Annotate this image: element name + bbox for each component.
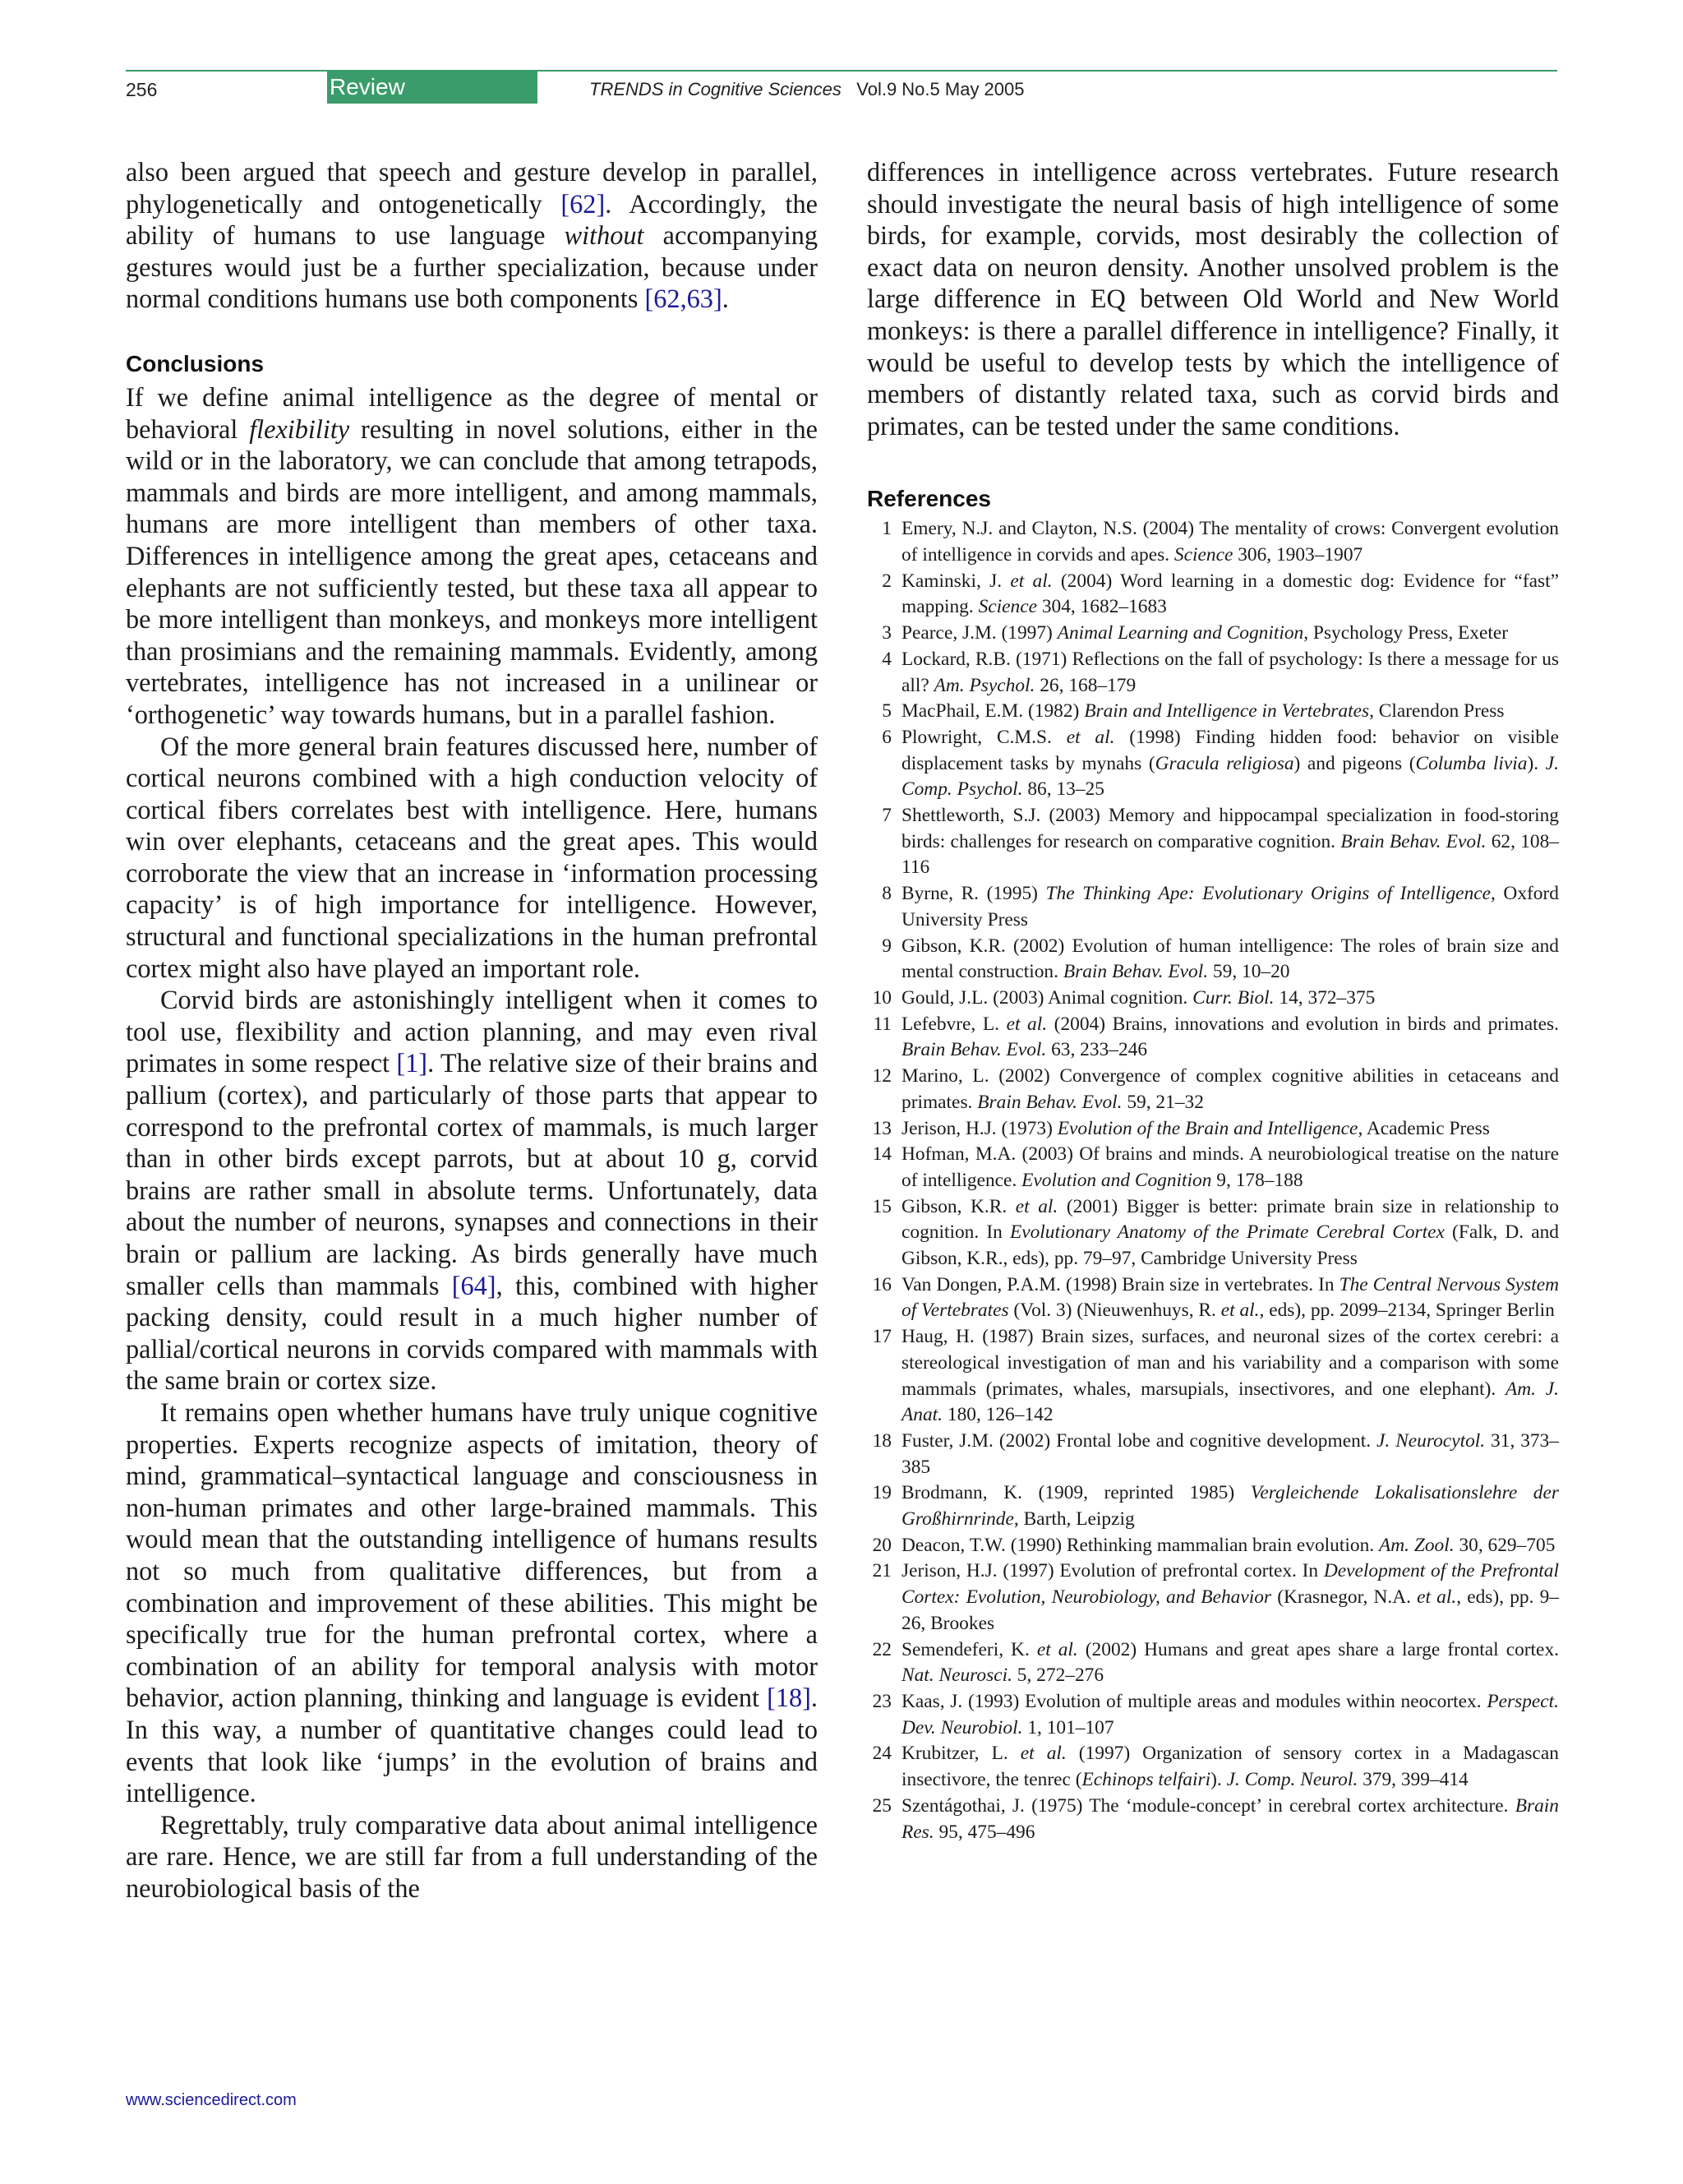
reference-item: 13 Jerison, H.J. (1973) Evolution of the Brain and Intelligence, Academic Press (867, 1116, 1559, 1143)
reference-number: 15 (872, 1195, 892, 1217)
reference-number: 9 (882, 935, 892, 957)
reference-number: 5 (882, 700, 892, 723)
reference-item: 19 Brodmann, K. (1909, reprinted 1985) Vergleichende Lokalisationslehre der Großhirnrinde, Barth, Leipzig (867, 1480, 1559, 1532)
reference-item: 5 MacPhail, E.M. (1982) Brain and Intelligence in Vertebrates, Clarendon Press (867, 699, 1559, 725)
reference-number: 1 (882, 518, 892, 540)
reference-item: 9 Gibson, K.R. (2002) Evolution of human intelligence: The roles of brain size and mental construction. Brain Behav. Evol. 59, 10–20 (867, 934, 1559, 986)
citation-link[interactable]: [62,63] (644, 284, 722, 314)
reference-number: 24 (872, 1743, 892, 1765)
paragraph-unique-cognition: It remains open whether humans have truly unique cognitive properties. Experts recognize aspects of imitation, theory of mind, grammatical–syntactical language and consciousness in non-human primates and other large-brained mammals. This would mean that the outstanding intelligence of humans results not so much from qualitative differences, but from a combination and improvement of these abilities. This might be specifically true for the human prefrontal cortex, where a combination of an ability for temporal analysis with motor behavior, action planning, thinking and language is evident [18]. In this way, a number of quantitative changes could lead to events that look like ‘jumps’ in the evolution of brains and intelligence. (126, 1397, 818, 1808)
footer-url[interactable]: www.sciencedirect.com (126, 2091, 297, 2109)
citation-link[interactable]: [18] (767, 1683, 811, 1713)
reference-item: 24 Krubitzer, L. et al. (1997) Organization of sensory cortex in a Madagascan insectivore, the tenrec (Echinops telfairi). J. Comp. Neurol. 379, 399–414 (867, 1741, 1559, 1793)
reference-item: 23 Kaas, J. (1993) Evolution of multiple areas and modules within neocortex. Perspect. Dev. Neurobiol. 1, 101–107 (867, 1689, 1559, 1741)
reference-item: 14 Hofman, M.A. (2003) Of brains and minds. A neurobiological treatise on the nature of intelligence. Evolution and Cognition 9, 178–188 (867, 1142, 1559, 1194)
reference-item: 1 Emery, N.J. and Clayton, N.S. (2004) The mentality of crows: Convergent evolution of intelligence in corvids and apes. Science 306, 1903–1907 (867, 516, 1559, 568)
reference-list (867, 516, 1559, 1845)
reference-item: 8 Byrne, R. (1995) The Thinking Ape: Evolutionary Origins of Intelligence, Oxford University Press (867, 881, 1559, 933)
reference-number: 11 (873, 1013, 892, 1035)
reference-number: 10 (872, 987, 892, 1009)
reference-number: 12 (872, 1065, 892, 1087)
reference-number: 6 (882, 726, 892, 748)
section-badge: Review (327, 72, 537, 104)
reference-item: 3 Pearce, J.M. (1997) Animal Learning and Cognition, Psychology Press, Exeter (867, 621, 1559, 647)
reference-item: 12 Marino, L. (2002) Convergence of complex cognitive abilities in cetaceans and primates. Brain Behav. Evol. 59, 21–32 (867, 1064, 1559, 1115)
reference-item: 7 Shettleworth, S.J. (2003) Memory and hippocampal specialization in food-storing birds: challenges for research on comparative cognition. Brain Behav. Evol. 62, 108–116 (867, 803, 1559, 881)
reference-number: 13 (872, 1117, 892, 1139)
reference-number: 3 (882, 622, 892, 644)
reference-item: 11 Lefebvre, L. et al. (2004) Brains, innovations and evolution in birds and primates. Brain Behav. Evol. 63, 233–246 (867, 1012, 1559, 1064)
paragraph-intelligence-definition: If we define animal intelligence as the degree of mental or behavioral flexibility resulting in novel solutions, either in the wild or in the laboratory, we can conclude that among tetrapods, mammals and birds are more intelligent, and among mammals, humans are more intelligent than members of other taxa. Differences in intelligence among the great apes, cetaceans and elephants are not sufficiently tested, but these taxa all appear to be more intelligent than monkeys, and monkeys more intelligent than prosimians and the remaining mammals. Evidently, among vertebrates, intelligence has not increased in a unilinear or ‘orthogenetic’ way towards humans, but in a parallel fashion. (126, 381, 818, 729)
reference-item: 18 Fuster, J.M. (2002) Frontal lobe and cognitive development. J. Neurocytol. 31, 373–385 (867, 1429, 1559, 1480)
reference-item: 20 Deacon, T.W. (1990) Rethinking mammalian brain evolution. Am. Zool. 30, 629–705 (867, 1533, 1559, 1559)
section-heading-conclusions: Conclusions (126, 350, 265, 376)
reference-item: 21 Jerison, H.J. (1997) Evolution of prefrontal cortex. In Development of the Prefrontal Cortex: Evolution, Neurobiology, and Behavior (Krasnegor, N.A. et al., eds), pp. 9–26, Brookes (867, 1558, 1559, 1637)
paragraph-future-research: differences in intelligence across vertebrates. Future research should investigate the neural basis of high intelligence of some birds, for example, corvids, most desirably the collection of exact data on neuron density. Another unsolved problem is the large difference in EQ between Old World and New World monkeys: is there a parallel difference in intelligence? Finally, it would be useful to develop tests by which the intelligence of members of distantly related taxa, such as corvid birds and primates, can be tested under the same conditions. (867, 157, 1559, 441)
reference-item: 15 Gibson, K.R. et al. (2001) Bigger is better: primate brain size in relationship to cognition. In Evolutionary Anatomy of the Primate Cerebral Cortex (Falk, D. and Gibson, K.R., eds), pp. 79–97, Cambridge University Press (867, 1194, 1559, 1272)
paragraph-brain-features: Of the more general brain features discussed here, number of cortical neurons combined with a high conduction velocity of cortical fibers correlates best with intelligence. Here, humans win over elephants, cetaceans and the great apes. This would corroborate the view that an increase in ‘information processing capacity’ is of high importance for intelligence. However, structural and functional specializations in the human prefrontal cortex might also have played an important role. (126, 731, 818, 983)
reference-number: 4 (882, 648, 892, 670)
paragraph-gesture: also been argued that speech and gesture develop in parallel, phylogenetically and ontogenetically [62]. Accordingly, the ability of humans to use language without accompanying gestures would just be a further specialization, because under normal conditions humans use both components [62,63]. (126, 157, 818, 314)
reference-number: 21 (872, 1560, 892, 1582)
paragraph-comparative-data: Regrettably, truly comparative data about animal intelligence are rare. Hence, we are still far from a full understanding of the neurobiological basis of the (126, 1809, 818, 1903)
reference-number: 2 (882, 570, 892, 592)
reference-number: 19 (872, 1482, 892, 1504)
citation-link[interactable]: [1] (396, 1048, 428, 1078)
citation-link[interactable]: [64] (451, 1270, 496, 1300)
journal-title: TRENDS in Cognitive Sciences (589, 79, 842, 99)
section-heading-references: References (867, 486, 991, 512)
reference-number: 8 (882, 883, 892, 905)
journal-info (589, 79, 1025, 100)
reference-number: 14 (872, 1143, 892, 1166)
reference-item: 4 Lockard, R.B. (1971) Reflections on the fall of psychology: Is there a message for us all? Am. Psychol. 26, 168–179 (867, 647, 1559, 699)
reference-number: 17 (872, 1326, 892, 1348)
reference-item: 22 Semendeferi, K. et al. (2002) Humans and great apes share a large frontal cortex. Nat. Neurosci. 5, 272–276 (867, 1637, 1559, 1689)
paragraph-corvid-birds: Corvid birds are astonishingly intelligent when it comes to tool use, flexibility and action planning, and may even rival primates in some respect [1]. The relative size of their brains and pallium (cortex), and particularly of those parts that appear to correspond to the prefrontal cortex of mammals, is much larger than in other birds except parrots, but at about 10 g, corvid brains are rather small in absolute terms. Unfortunately, data about the number of neurons, synapses and connections in their brain or pallium are lacking. As birds generally have much smaller cells than mammals [64], this, combined with higher packing density, could result in a much higher number of pallial/cortical neurons in corvids compared with mammals with the same brain or cortex size. (126, 985, 818, 1396)
reference-number: 7 (882, 805, 892, 827)
reference-item: 6 Plowright, C.M.S. et al. (1998) Finding hidden food: behavior on visible displacement tasks by mynahs (Gracula religiosa) and pigeons (Columba livia). J. Comp. Psychol. 86, 13–25 (867, 725, 1559, 803)
citation-link[interactable]: [62] (560, 188, 606, 219)
reference-item: 25 Szentágothai, J. (1975) The ‘module-concept’ in cerebral cortex architecture. Brain Res. 95, 475–496 (867, 1794, 1559, 1845)
left-column (126, 156, 818, 1904)
reference-item: 10 Gould, J.L. (2003) Animal cognition. Curr. Biol. 14, 372–375 (867, 986, 1559, 1012)
reference-item: 2 Kaminski, J. et al. (2004) Word learning in a domestic dog: Evidence for “fast” mapping. Science 304, 1682–1683 (867, 569, 1559, 621)
journal-volume: Vol.9 No.5 May 2005 (856, 79, 1025, 99)
reference-item: 17 Haug, H. (1987) Brain sizes, surfaces, and neuronal sizes of the cortex cerebri: a stereological investigation of man and his variability and a comparison with some mammals (primates, whales, marsupials, insectivores, and one elephant). Am. J. Anat. 180, 126–142 (867, 1324, 1559, 1429)
reference-number: 23 (872, 1690, 892, 1712)
page-number: 256 (126, 79, 158, 100)
reference-number: 16 (872, 1273, 892, 1295)
reference-number: 18 (872, 1429, 892, 1452)
right-column (867, 156, 1559, 1845)
reference-number: 25 (872, 1794, 892, 1817)
reference-number: 22 (872, 1638, 892, 1660)
reference-number: 20 (872, 1534, 892, 1556)
reference-item: 16 Van Dongen, P.A.M. (1998) Brain size in vertebrates. In The Central Nervous System of Vertebrates (Vol. 3) (Nieuwenhuys, R. et al., eds), pp. 2099–2134, Springer Berlin (867, 1272, 1559, 1324)
